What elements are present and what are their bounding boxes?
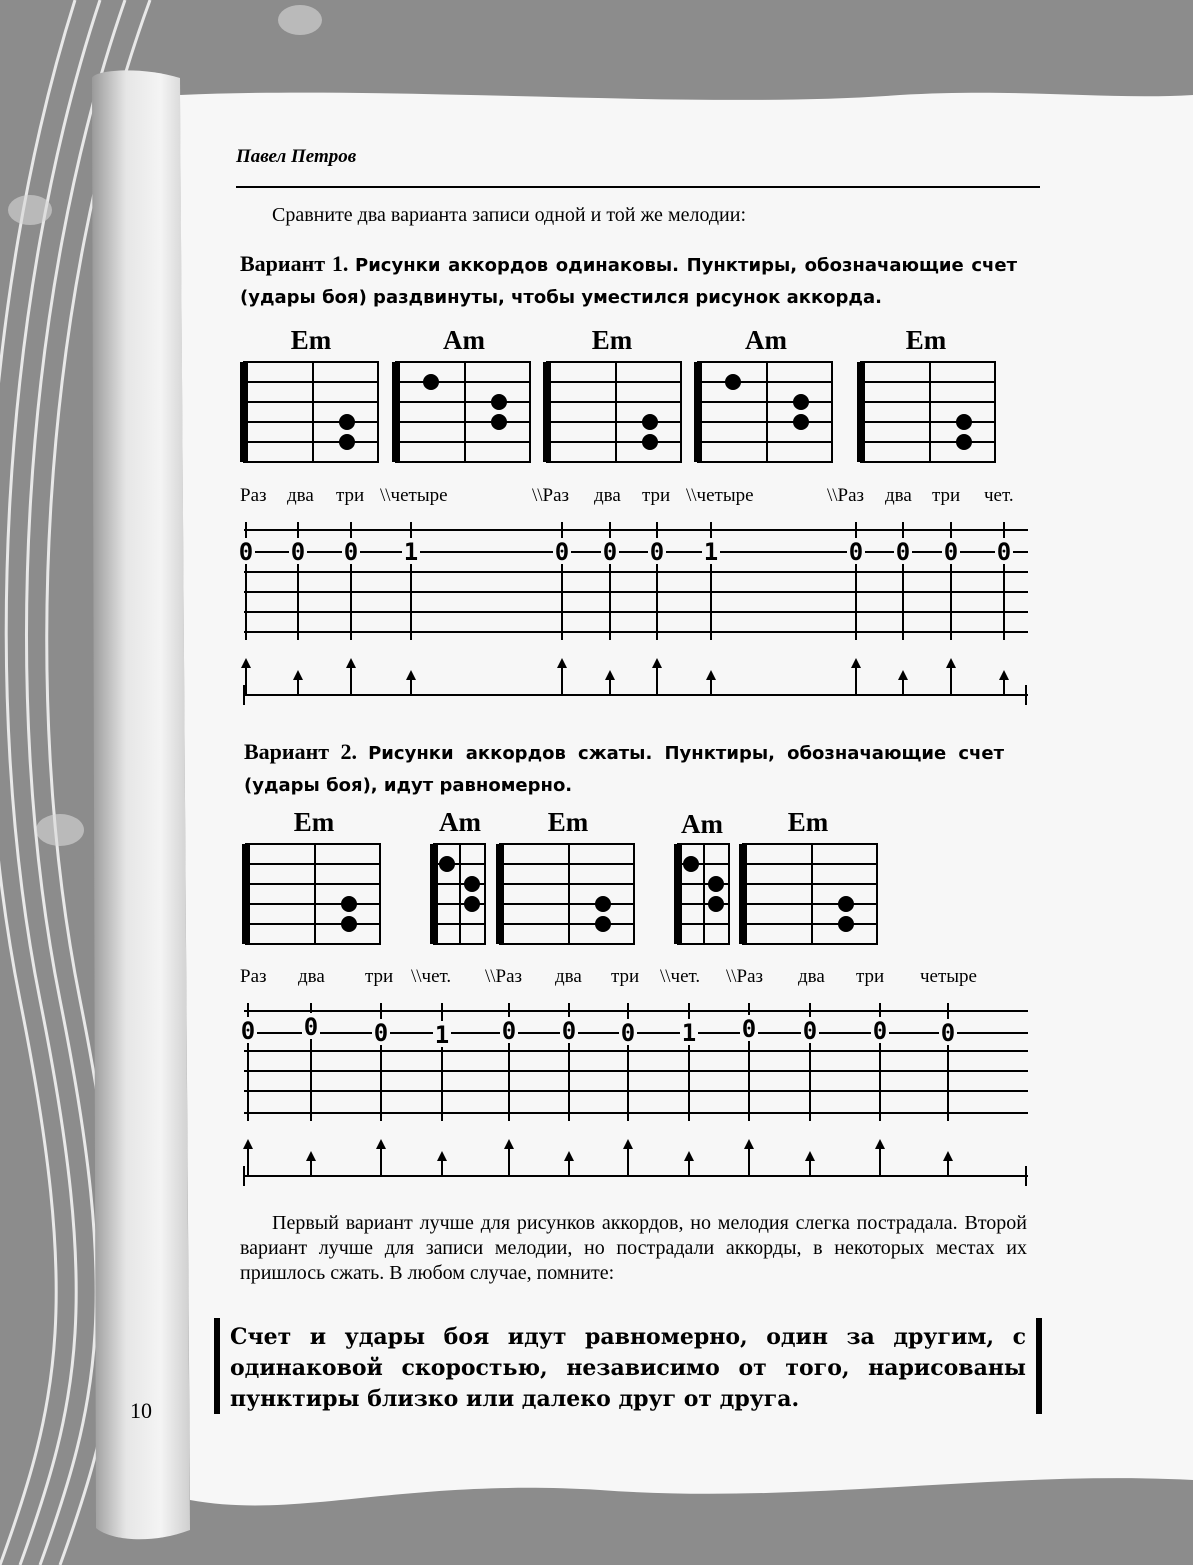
variant1-description: Рисунки аккордов одинаковы. Пунктиры, обозначающие счет (удары боя) раздвинуты, чтобы уместился рисунок аккорда. xyxy=(240,255,1017,308)
chord-diagram-am xyxy=(396,362,530,462)
v1-count-word: \\четыре xyxy=(686,485,754,506)
fret-number: 0 xyxy=(290,538,306,566)
author-name: Павел Петров xyxy=(236,146,357,167)
strum-arrow-head xyxy=(999,670,1009,680)
fret-number: 0 xyxy=(872,1017,888,1045)
v1-chord-name: Am xyxy=(443,325,485,355)
v2-count-word: три xyxy=(856,966,885,987)
strum-arrow-head xyxy=(875,1139,885,1149)
strum-arrow-head xyxy=(241,658,251,668)
tab-beat-marks xyxy=(239,1003,957,1176)
v2-chord-name: Em xyxy=(787,807,829,837)
rule-text: Счет и удары боя идут равномерно, один за другим, с одинаковой скоростью, независимо от того, нарисованы пунктиры близко или далеко друг от друга. xyxy=(230,1324,1026,1412)
intro-text: Сравните два варианта записи одной и той же мелодии: xyxy=(272,204,747,226)
strum-arrow-head xyxy=(605,670,615,680)
variant2-chord-diagrams xyxy=(240,840,885,950)
variant2-title: Вариант 2. xyxy=(244,739,357,764)
page-number: 10 xyxy=(130,1398,152,1423)
strum-arrow-head xyxy=(437,1151,447,1161)
v1-count-word: \\Раз xyxy=(532,485,570,506)
strum-arrow-head xyxy=(684,1151,694,1161)
fret-number: 0 xyxy=(501,1017,517,1045)
v2-count-word: три xyxy=(611,966,640,987)
fret-number: 0 xyxy=(303,1013,319,1041)
strum-arrow-head xyxy=(504,1139,514,1149)
strum-arrow-head xyxy=(744,1139,754,1149)
v2-chord-name: Em xyxy=(293,807,335,837)
strum-arrow-head xyxy=(376,1139,386,1149)
fret-number: 0 xyxy=(895,538,911,566)
fret-number: 0 xyxy=(240,1017,256,1045)
v1-count-word: три xyxy=(932,485,961,506)
variant2-tablature xyxy=(236,1003,1036,1193)
strum-arrow-head xyxy=(557,658,567,668)
fret-number: 1 xyxy=(681,1019,697,1047)
variant2-description: Рисунки аккордов сжаты. Пунктиры, обозначающие счет (удары боя), идут равномерно. xyxy=(244,743,1004,796)
strum-arrow-head xyxy=(805,1151,815,1161)
chord-diagram-am-compressed xyxy=(434,844,485,944)
v2-count-word: \\чет. xyxy=(411,966,452,987)
v1-chord-name: Am xyxy=(745,325,787,355)
v1-count-word: два xyxy=(287,485,314,506)
strum-arrow-head xyxy=(293,670,303,680)
v1-count-word: \\четыре xyxy=(380,485,448,506)
strum-arrow-head xyxy=(306,1151,316,1161)
v2-count-word: \\Раз xyxy=(485,966,523,987)
chord-diagram-em xyxy=(743,844,877,944)
strum-arrow-head xyxy=(243,1139,253,1149)
v1-count-word: три xyxy=(642,485,671,506)
variant1-heading xyxy=(240,249,1017,313)
fret-number: 0 xyxy=(602,538,618,566)
v2-count-word: четыре xyxy=(920,966,977,987)
strum-arrow-head xyxy=(851,658,861,668)
fret-number: 0 xyxy=(943,538,959,566)
strum-arrow-head xyxy=(564,1151,574,1161)
v2-count-word: два xyxy=(798,966,825,987)
chord-diagram-em xyxy=(547,362,681,462)
v1-count-word: два xyxy=(594,485,621,506)
fret-number: 1 xyxy=(703,538,719,566)
header-divider xyxy=(236,186,1040,188)
variant1-title: Вариант 1. xyxy=(240,251,349,276)
variant1-tablature xyxy=(236,522,1036,712)
v2-chord-name: Em xyxy=(547,807,589,837)
chord-diagram-em xyxy=(500,844,634,944)
v2-count-word: \\Раз xyxy=(726,966,764,987)
v2-count-word: два xyxy=(298,966,325,987)
strum-arrow-head xyxy=(946,658,956,668)
v1-count-word: три xyxy=(336,485,365,506)
strum-arrow-head xyxy=(406,670,416,680)
v1-count-word: чет. xyxy=(984,485,1014,506)
strum-arrow-head xyxy=(346,658,356,668)
v1-chord-name: Em xyxy=(905,325,947,355)
v2-count-word: \\чет. xyxy=(660,966,701,987)
conclusion-paragraph: Первый вариант лучше для рисунков аккордов, но мелодия слегка пострадала. Второй вариант лучше для записи мелодии, но пострадали аккорды, в некоторых местах их пришлось сжать. В любом случае, помните: xyxy=(240,1212,1027,1284)
strum-arrow-head xyxy=(623,1139,633,1149)
variant2-heading xyxy=(244,737,1004,801)
chord-diagram-am-compressed xyxy=(678,844,729,944)
v1-chord-name: Em xyxy=(290,325,332,355)
fret-number: 0 xyxy=(940,1019,956,1047)
fret-number: 0 xyxy=(649,538,665,566)
strum-arrow-head xyxy=(706,670,716,680)
fret-number: 1 xyxy=(403,538,419,566)
chord-diagram-am xyxy=(698,362,832,462)
chord-diagram-em xyxy=(861,362,995,462)
v2-count-word: три xyxy=(365,966,394,987)
v2-count-word: два xyxy=(555,966,582,987)
v1-count-word: \\Раз xyxy=(827,485,865,506)
fret-number: 0 xyxy=(561,1017,577,1045)
v2-chord-name: Am xyxy=(681,809,723,839)
chord-diagram-em xyxy=(244,362,378,462)
fret-number: 0 xyxy=(343,538,359,566)
fret-number: 0 xyxy=(996,538,1012,566)
fret-number: 0 xyxy=(238,538,254,566)
chord-diagram-em xyxy=(246,844,380,944)
rule-box xyxy=(214,1318,1042,1414)
fret-number: 1 xyxy=(434,1021,450,1049)
fret-number: 0 xyxy=(848,538,864,566)
fret-number: 0 xyxy=(741,1015,757,1043)
v1-count-word: Раз xyxy=(240,485,267,506)
v2-count-word: Раз xyxy=(240,966,267,987)
fret-number: 0 xyxy=(802,1017,818,1045)
variant1-chord-diagrams xyxy=(236,358,1016,468)
fret-number: 0 xyxy=(620,1019,636,1047)
fret-number: 0 xyxy=(554,538,570,566)
strum-arrow-head xyxy=(652,658,662,668)
v1-chord-name: Em xyxy=(591,325,633,355)
strum-arrow-head xyxy=(898,670,908,680)
tab-beat-marks xyxy=(237,522,1013,695)
v2-chord-name: Am xyxy=(439,807,481,837)
strum-arrow-head xyxy=(943,1151,953,1161)
fret-number: 0 xyxy=(373,1019,389,1047)
v1-count-word: два xyxy=(885,485,912,506)
scroll-roll xyxy=(92,70,190,1539)
